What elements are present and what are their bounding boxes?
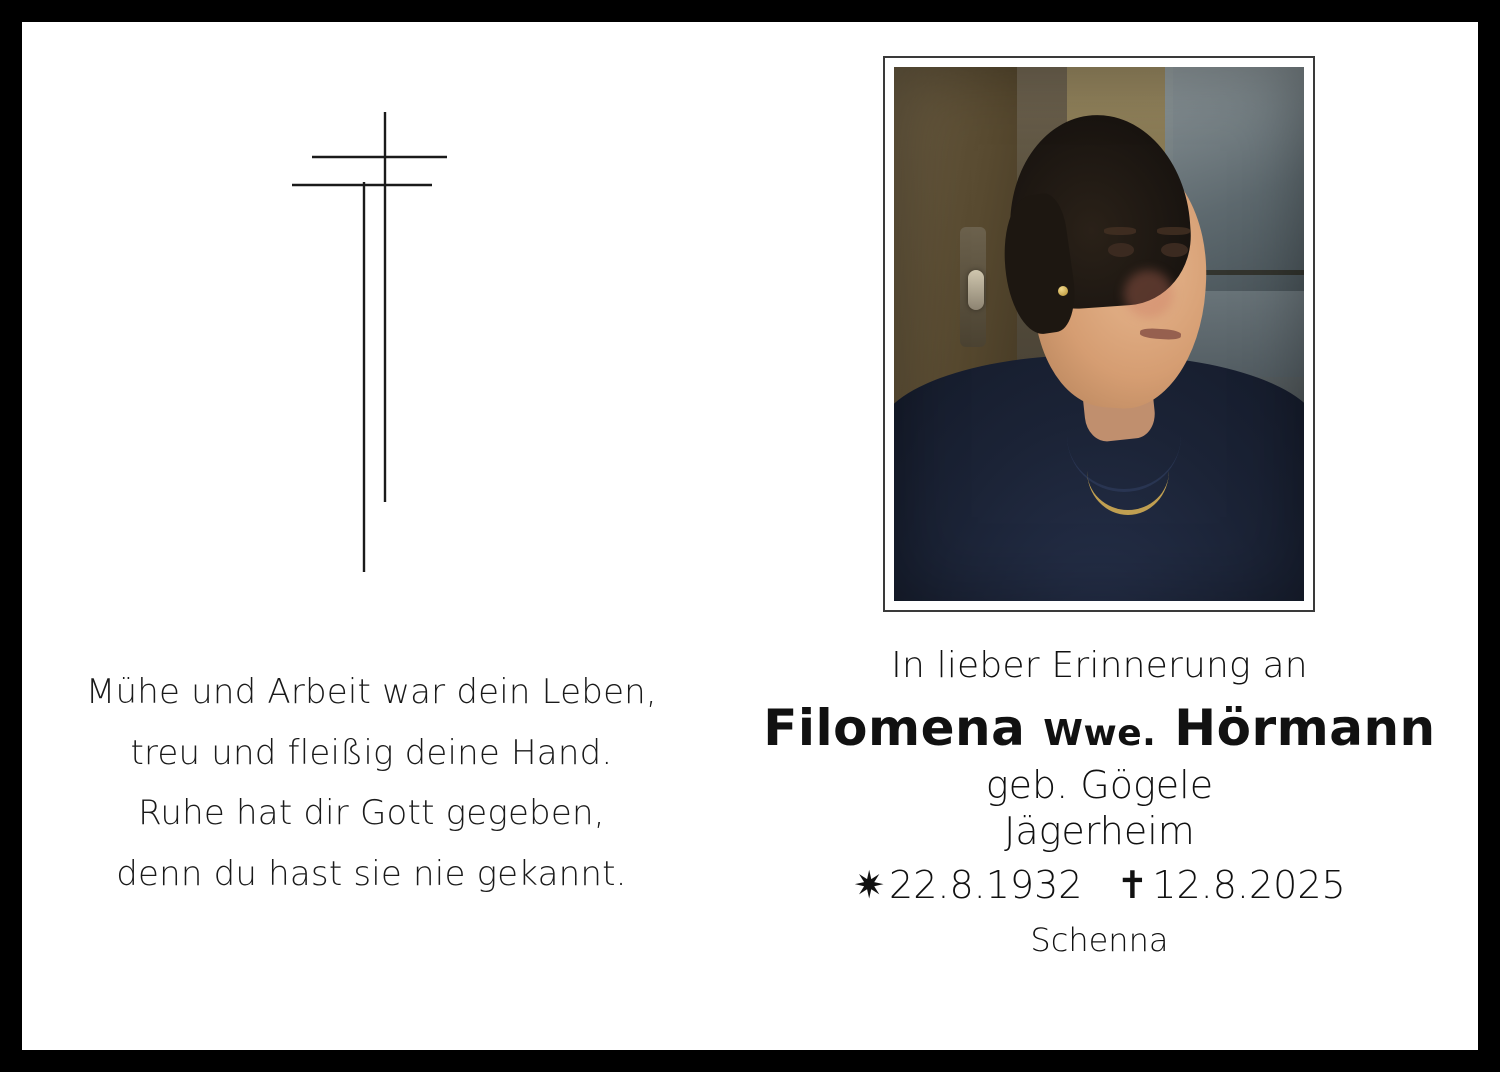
memorial-house-name: Jägerheim	[1004, 808, 1195, 853]
memorial-name	[721, 699, 1478, 757]
memorial-death-date: 12.8.2025	[1152, 862, 1346, 907]
memorial-intro: In lieber Erinnerung an	[891, 645, 1308, 686]
verse-line-3: Ruhe hat dir Gott gegeben,	[138, 793, 605, 834]
birth-star-icon: ✷	[853, 862, 886, 907]
memorial-title: Wwe.	[1043, 712, 1157, 754]
memorial-last-name: Hörmann	[1174, 698, 1436, 757]
verse-line-1: Mühe und Arbeit war dein Leben,	[85, 672, 657, 712]
left-column	[22, 22, 721, 1050]
verse-line-4: denn du hast sie nie gekannt.	[116, 853, 627, 894]
memorial-maiden-name: geb. Gögele	[985, 762, 1214, 807]
death-cross-icon: ✝	[1116, 862, 1149, 907]
memorial-text-block	[721, 642, 1478, 959]
portrait-photo	[894, 67, 1304, 601]
portrait-frame	[883, 56, 1315, 612]
verse-text	[22, 662, 721, 904]
memorial-town: Schenna	[1030, 920, 1169, 959]
card-inner	[22, 22, 1478, 1050]
right-column	[721, 22, 1478, 1050]
memorial-birth-date: 22.8.1932	[889, 862, 1083, 907]
memorial-first-name: Filomena	[763, 698, 1026, 757]
verse-line-2: treu und fleißig deine Hand.	[130, 732, 613, 773]
line-cross-icon	[272, 72, 492, 572]
memorial-dates	[721, 863, 1478, 907]
photo-vignette	[894, 67, 1304, 601]
